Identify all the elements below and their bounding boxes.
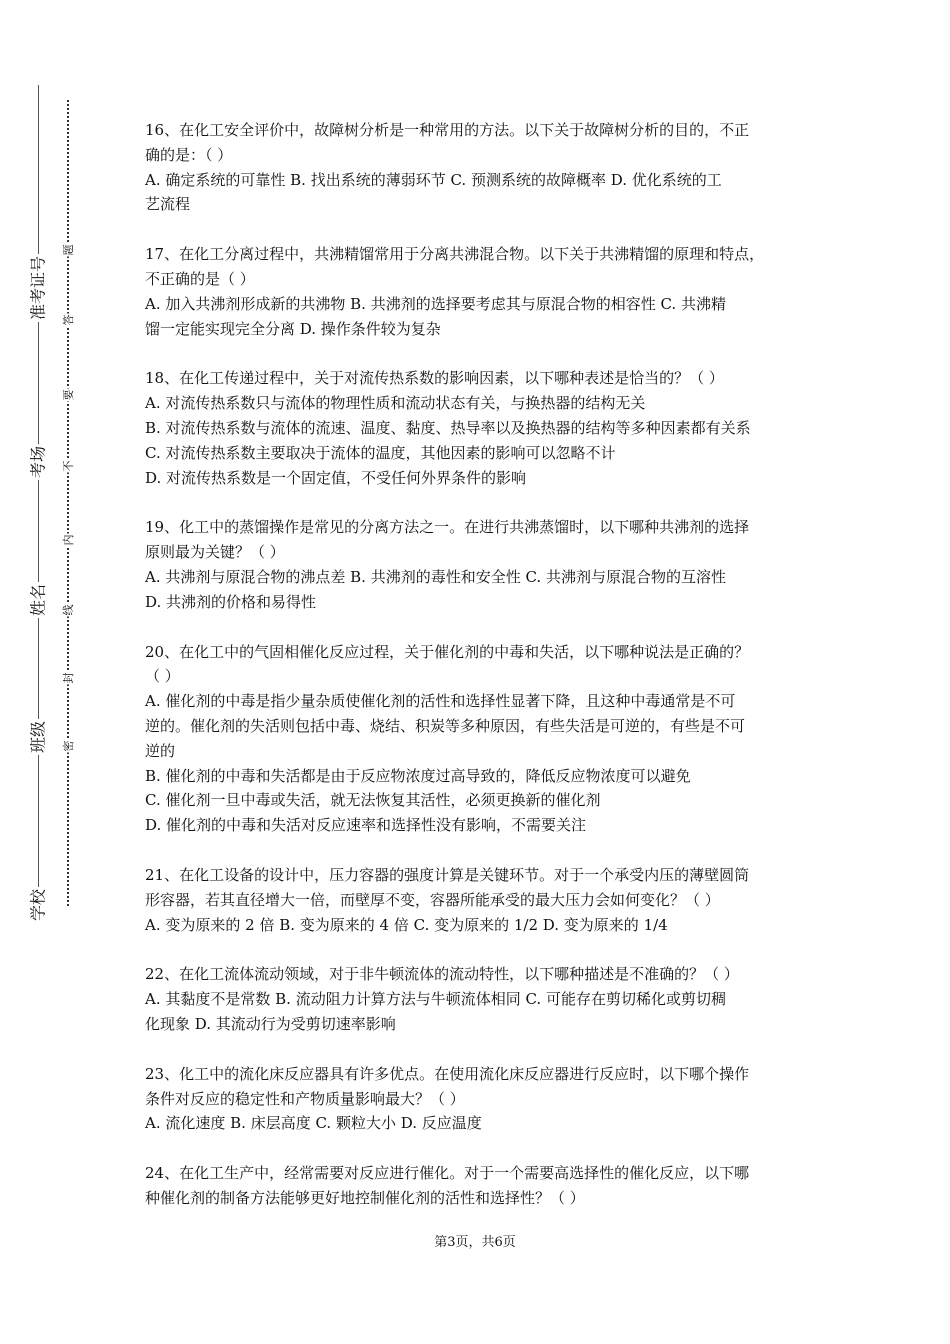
question — [145, 962, 825, 1036]
question-line: C. 对流传热系数主要取决于流体的温度，其他因素的影响可以忽略不计 — [145, 443, 616, 462]
seal-char: 答 — [62, 314, 75, 326]
question-line: 艺流程 — [145, 195, 191, 214]
fill-in-line — [38, 85, 39, 907]
question-line: 17、在化工分离过程中，共沸精馏常用于分离共沸混合物。以下关于共沸精馏的原理和特点， — [145, 245, 765, 264]
seal-dotted-line — [67, 100, 69, 906]
seal-char: 封 — [62, 672, 75, 684]
question-line: 20、在化工中的气固相催化反应过程，关于催化剂的中毒和失活，以下哪种说法是正确的？ — [145, 642, 750, 661]
question-line: 19、化工中的蒸馏操作是常见的分离方法之一。在进行共沸蒸馏时，以下哪种共沸剂的选择 — [145, 518, 750, 537]
class-label: 班级 — [26, 719, 49, 755]
question-line: 22、在化工流体流动领域，对于非牛顿流体的流动特性，以下哪种描述是不准确的？（ ） — [145, 965, 739, 984]
question-line: （ ） — [145, 667, 180, 686]
question-line: B. 催化剂的中毒和失活都是由于反应物浓度过高导致的，降低反应物浓度可以避免 — [145, 766, 691, 785]
seal-char: 题 — [62, 244, 75, 256]
question-line: 确的是：（ ） — [145, 145, 233, 164]
question-line: 条件对反应的稳定性和产物质量影响最大？（ ） — [145, 1089, 465, 1108]
question-list — [145, 118, 825, 1236]
page-number: 第3页，共6页 — [434, 1235, 516, 1250]
exam-room-label: 考场 — [26, 444, 49, 480]
question-line: A. 催化剂的中毒是指少量杂质使催化剂的活性和选择性显著下降，且这种中毒通常是不可 — [145, 692, 736, 711]
seal-char: 要 — [62, 389, 75, 401]
question-line: 化现象 D. 其流动行为受剪切速率影响 — [145, 1014, 396, 1033]
question-line: C. 催化剂一旦中毒或失活，就无法恢复其活性，必须更换新的催化剂 — [145, 791, 601, 810]
question-line: A. 流化速度 B. 床层高度 C. 颗粒大小 D. 反应温度 — [145, 1114, 482, 1133]
question-line: D. 对流传热系数是一个固定值，不受任何外界条件的影响 — [145, 468, 527, 487]
question — [145, 242, 825, 341]
question-line: 21、在化工设备的设计中，压力容器的强度计算是关键环节。对于一个承受内压的薄壁圆筒 — [145, 865, 750, 884]
question — [145, 366, 825, 490]
question-line: D. 共沸剂的价格和易得性 — [145, 592, 317, 611]
question — [145, 1062, 825, 1136]
question — [145, 1161, 825, 1211]
question-line: 逆的。催化剂的失活则包括中毒、烧结、积炭等多种原因，有些失活是可逆的，有些是不可 — [145, 716, 746, 735]
question-line: 23、化工中的流化床反应器具有许多优点。在使用流化床反应器进行反应时，以下哪个操作 — [145, 1064, 750, 1083]
question-line: A. 加入共沸剂形成新的共沸物 B. 共沸剂的选择要考虑其与原混合物的相容性 C. 共沸精 — [145, 294, 726, 313]
question — [145, 118, 825, 217]
school-label: 学校 — [26, 887, 49, 923]
question-line: 不正确的是（ ） — [145, 269, 255, 288]
question-line: 18、在化工传递过程中，关于对流传热系数的影响因素，以下哪种表述是恰当的？（ ） — [145, 369, 724, 388]
seal-char: 线 — [62, 604, 75, 616]
seal-char: 内 — [62, 534, 75, 546]
question — [145, 640, 825, 838]
question-line: A. 变为原来的 2 倍 B. 变为原来的 4 倍 C. 变为原来的 1/2 D. 变为原来的 1/4 — [145, 915, 668, 934]
name-label: 姓名 — [26, 582, 49, 618]
question-line: 原则最为关键？（ ） — [145, 543, 285, 562]
question-line: 24、在化工生产中，经常需要对反应进行催化。对于一个需要高选择性的催化反应，以下哪 — [145, 1164, 750, 1183]
question-line: 逆的 — [145, 741, 176, 760]
seal-char: 密 — [62, 740, 75, 752]
question-line: D. 催化剂的中毒和失活对反应速率和选择性没有影响，不需要关注 — [145, 816, 587, 835]
question-line: 种催化剂的制备方法能够更好地控制催化剂的活性和选择性？（ ） — [145, 1188, 585, 1207]
question — [145, 515, 825, 614]
seal-char: 不 — [62, 460, 75, 472]
question-line: A. 共沸剂与原混合物的沸点差 B. 共沸剂的毒性和安全性 C. 共沸剂与原混合物的互溶性 — [145, 567, 726, 586]
exam-number-label: 准考证号 — [26, 254, 49, 322]
question-line: 16、在化工安全评价中，故障树分析是一种常用的方法。以下关于故障树分析的目的，不正 — [145, 121, 750, 139]
question-line: B. 对流传热系数与流体的流速、温度、黏度、热导率以及换热器的结构等多种因素都有关系 — [145, 418, 751, 437]
question-line: 馏一定能实现完全分离 D. 操作条件较为复杂 — [145, 319, 441, 338]
question-line: 形容器，若其直径增大一倍，而壁厚不变，容器所能承受的最大压力会如何变化？（ ） — [145, 890, 720, 909]
question-line: A. 其黏度不是常数 B. 流动阻力计算方法与牛顿流体相同 C. 可能存在剪切稀化或剪切稠 — [145, 990, 726, 1009]
question — [145, 863, 825, 937]
question-line: A. 对流传热系数只与流体的物理性质和流动状态有关，与换热器的结构无关 — [145, 394, 646, 413]
question-line: A. 确定系统的可靠性 B. 找出系统的薄弱环节 C. 预测系统的故障概率 D. 优化系统的工 — [145, 170, 722, 189]
